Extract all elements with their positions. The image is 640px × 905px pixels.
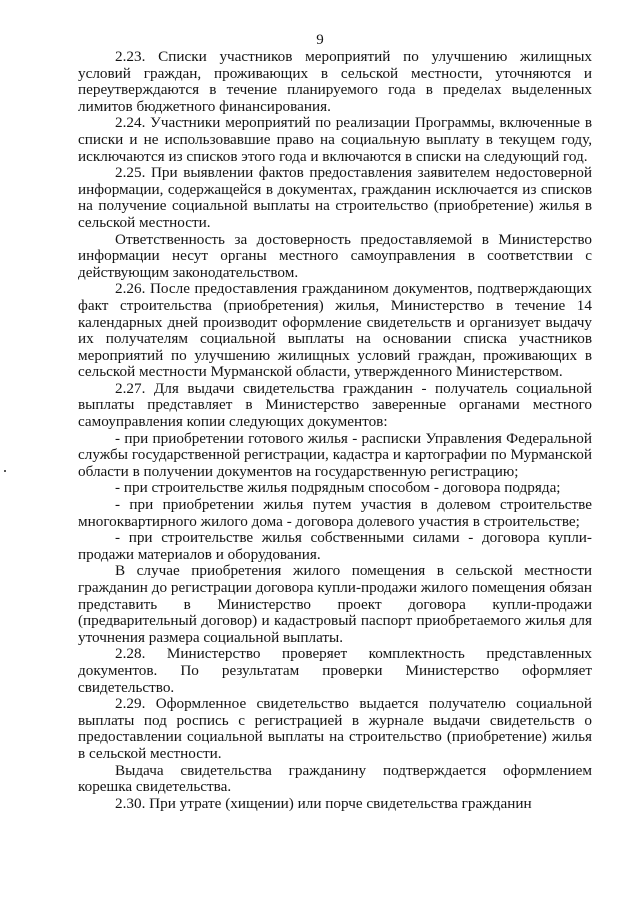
- paragraph-responsibility: Ответственность за достоверность предоставляемой в Министерство информации несут органы местного самоуправления в соответствии с действующим законодательством.: [78, 230, 592, 281]
- paragraph-2-25: 2.25. При выявлении фактов предоставления заявителем недостоверной информации, содержащейся в документах, гражданин исключается из списков на получение социальной выплаты на строительство (приобретение) жилья в сельской местности.: [78, 164, 592, 231]
- paragraph-certificate-stub: Выдача свидетельства гражданину подтверждается оформлением корешка свидетельства.: [78, 761, 592, 796]
- paragraph-2-27: 2.27. Для выдачи свидетельства гражданин - получатель социальной выплаты представляет в Министерство заверенные органами местного самоуправления копии следующих документов:: [78, 379, 592, 431]
- scan-artifact-dot: [4, 470, 6, 472]
- document-body: [78, 49, 592, 812]
- paragraph-2-30: 2.30. При утрате (хищении) или порче свидетельства гражданин: [115, 794, 532, 812]
- list-item-contract-construction: - при строительстве жилья подрядным способом - договора подряда;: [115, 479, 561, 497]
- list-item-own-construction: - при строительстве жилья собственными силами - договора купли-продажи материалов и оборудования.: [78, 529, 592, 563]
- page-number: 9: [316, 32, 324, 48]
- list-item-ready-housing: - при приобретении готового жилья - расписки Управления Федеральной службы государственной регистрации, кадастра и картографии по Мурманской области в получении документов на государственную регистрацию;: [78, 429, 592, 480]
- paragraph-2-29: 2.29. Оформленное свидетельство выдается получателю социальной выплаты под роспись с регистрацией в журнале выдачи свидетельств о предоставлении социальной выплаты на строительство (приобретение) жилья в сельской местности.: [78, 695, 592, 762]
- paragraph-2-28: 2.28. Министерство проверяет комплектность представленных документов. По результатам проверки Министерство оформляет свидетельство.: [78, 645, 592, 696]
- paragraph-2-26: 2.26. После предоставления гражданином документов, подтверждающих факт строительства (приобретения) жилья, Министерство в течение 14 календарных дней производит оформление свидетельств и организует выдачу их получателям социальной выплаты на основании списка участников мероприятий по улучшению жилищных условий граждан, проживающих в сельской местности Мурманской области, утвержденного Министерством.: [78, 280, 592, 381]
- paragraph-2-23: 2.23. Списки участников мероприятий по улучшению жилищных условий граждан, проживающих в сельской местности, уточняются и переутверждаются в течение планируемого года в пределах выделенных лимитов бюджетного финансирования.: [78, 48, 592, 115]
- paragraph-rural-purchase: В случае приобретения жилого помещения в сельской местности гражданин до регистрации договора купли-продажи жилого помещения обязан представить в Министерство проект договора купли-продажи (предварительный договор) и кадастровый паспорт приобретаемого жилья для уточнения размера социальной выплаты.: [78, 562, 592, 646]
- list-item-shared-construction: - при приобретении жилья путем участия в долевом строительстве многоквартирного жилого дома - договора долевого участия в строительстве;: [78, 496, 592, 530]
- paragraph-2-24: 2.24. Участники мероприятий по реализации Программы, включенные в списки и не использовавшие право на социальную выплату в текущем году, исключаются из списков этого года и включаются в списки на следующий год.: [78, 114, 592, 165]
